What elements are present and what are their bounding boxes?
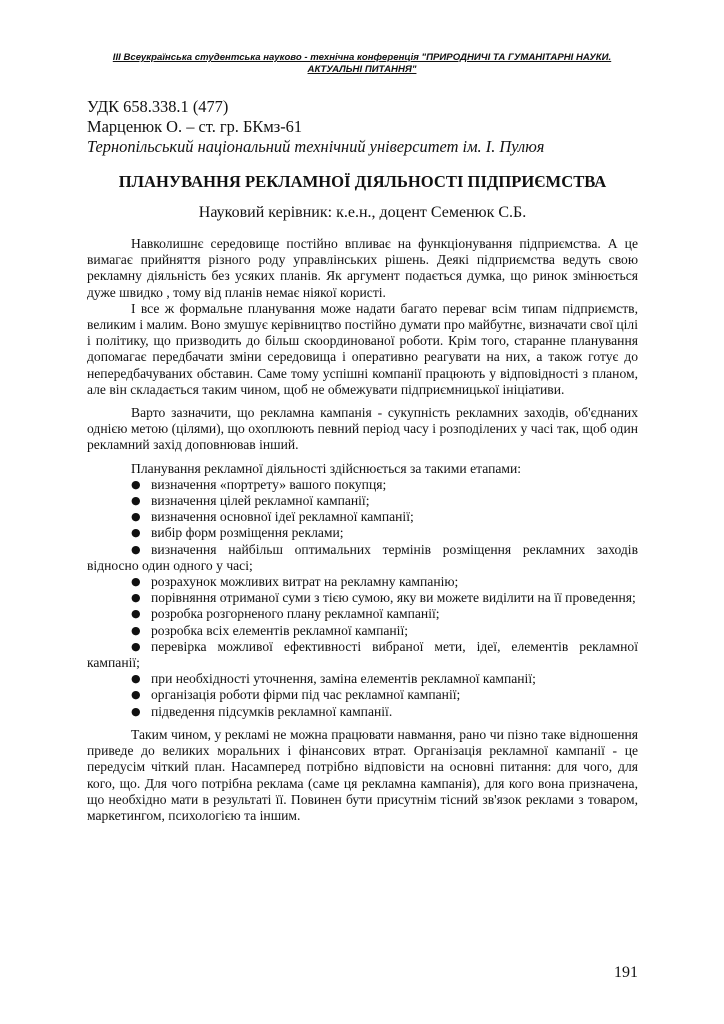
list-item: ● перевірка можливої ефективності вибраної мети, ідеї, елементів рекламної кампанії; [87,638,638,671]
affiliation-line: Тернопільський національний технічний університет ім. І. Пулюя [87,137,545,156]
paragraph-planning-benefits: І все ж формальне планування може надати багато переваг всім типам підприємств, великим і малим. Воно змушує керівництво постійно думати про майбутнє, визначати свої цілі і політику, що призводить до більш скоординованої роботи. Крім того, старанне планування допомагає передбачати зміни середовища і оперативно реагувати на них, а також готує до непередбачуваних обставин. Саме тому успішні компанії працюють у відповідності з планом, але він складається таким чином, щоб не обмежувати підприємницької ініціативи. [87,300,638,397]
list-item: ● розробка розгорненого плану рекламної кампанії; [131,606,440,622]
bullet-icon: ● [131,477,141,491]
bullet-icon: ● [131,575,141,589]
list-item: ● при необхідності уточнення, заміна елементів рекламної кампанії; [131,671,536,687]
bullet-icon: ● [131,591,141,605]
supervisor-line: Науковий керівник: к.е.н., доцент Семенюк С.Б. [198,204,527,221]
list-item: ● визначення найбільш оптимальних термінів розміщення рекламних заходів відносно один одного у часі; [87,541,638,573]
list-item: ● визначення основної ідеї рекламної кампанії; [131,509,414,525]
list-item: ● організація роботи фірми під час рекламної кампанії; [131,687,461,703]
list-item: ● визначення цілей рекламної кампанії; [131,493,370,509]
bullet-icon: ● [131,623,141,637]
bullet-icon: ● [131,607,141,621]
article-body [87,236,638,824]
paragraph-intro: Навколишнє середовище постійно впливає на функціонування підприємства. А це вимагає прийняття різного роду управлінських рішень. Деякі підприємства ведуть свою рекламну діяльність без усяких планів. Як аргумент подається думка, що ринок змінюється дуже швидко , тому від планів немає ніякої користі. [87,236,638,300]
paragraph-stages-intro: Планування рекламної діяльності здійснюється за такими етапами: [131,460,522,476]
bullet-icon: ● [131,510,141,524]
bullet-icon: ● [131,542,141,556]
list-item: ● розробка всіх елементів рекламної кампанії; [131,622,408,638]
paragraph-conclusion: Таким чином, у рекламі не можна працювати навмання, рано чи пізно таке відношення приведе до великих моральних і фінансових втрат. Організація рекламної кампанії - це передусім чіткий план. Насамперед потрібно відповісти на основні питання: для чого, для кого, що. Для чого потрібна реклама (саме ця рекламна кампанія), для кого вона призначена, що необхідно мати в результаті її. Повинен бути присутнім тісний зв'язок реклами з товаром, маркетингом, психологією та іншим. [87,726,638,823]
bullet-icon: ● [131,639,141,653]
bullet-icon: ● [131,672,141,686]
page-number: 191 [614,964,638,981]
author-line: Марценюк О. – ст. гр. БКмз-61 [87,117,303,136]
udc-code: УДК 658.338.1 (477) [87,97,229,116]
list-item: ● розрахунок можливих витрат на рекламну кампанію; [131,574,459,590]
list-item: ● підведення підсумків рекламної кампанії. [131,703,393,719]
article-meta [87,97,647,157]
paragraph-campaign-definition: Варто зазначити, що рекламна кампанія - сукупність рекламних заходів, об'єднаних однією метою (цілями), що охоплюють певний період часу і розподілених у часі так, щоб один рекламний захід доповнював інший. [87,405,638,453]
list-item: ● вибір форм розміщення реклами; [131,525,344,541]
list-item: ● порівняння отриманої суми з тією сумою, яку ви можете виділити на її проведення; [131,590,636,606]
bullet-icon: ● [131,704,141,718]
stages-list [87,477,638,720]
bullet-icon: ● [131,526,141,540]
conference-running-header: III Всеукраїнська студентська науково - технічна конференція "ПРИРОДНИЧІ ТА ГУМАНІТАРНІ НАУКИ. АКТУАЛЬНІ ПИТАННЯ" [112,52,612,75]
bullet-icon: ● [131,494,141,508]
article-title: ПЛАНУВАННЯ РЕКЛАМНОЇ ДІЯЛЬНОСТІ ПІДПРИЄМСТВА [118,172,607,191]
bullet-icon: ● [131,688,141,702]
list-item: ● визначення «портрету» вашого покупця; [131,476,387,492]
